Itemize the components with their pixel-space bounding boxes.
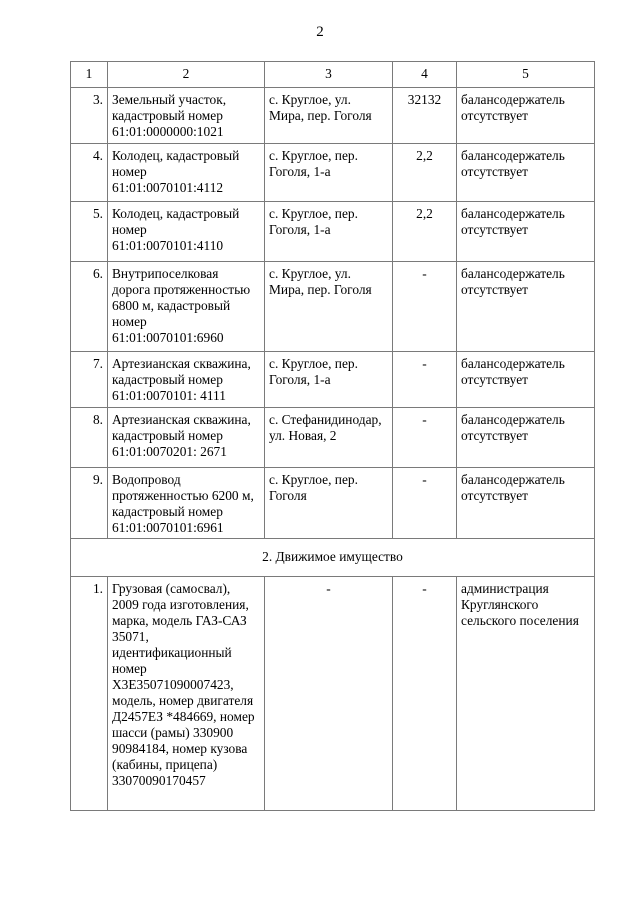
property-name: Земельный участок, кадастровый номер 61:01:0000000:1021 <box>108 88 265 144</box>
table-row <box>71 144 595 202</box>
section-title: 2. Движимое имущество <box>71 539 595 577</box>
table-row <box>71 577 595 811</box>
column-number: 2 <box>108 62 265 88</box>
column-number: 1 <box>71 62 108 88</box>
table-row <box>71 468 595 539</box>
property-holder: балансодержатель отсутствует <box>457 352 595 408</box>
section-heading-row <box>71 539 595 577</box>
row-number: 4. <box>71 144 108 202</box>
property-holder: администрация Круглянского сельского поселения <box>457 577 595 811</box>
row-number: 8. <box>71 408 108 468</box>
property-holder: балансодержатель отсутствует <box>457 88 595 144</box>
property-name: Колодец, кадастровый номер 61:01:0070101:4112 <box>108 144 265 202</box>
property-value: - <box>393 577 457 811</box>
property-value: 32132 <box>393 88 457 144</box>
property-address: с. Круглое, пер. Гоголя, 1-а <box>265 144 393 202</box>
property-address: с. Круглое, пер. Гоголя, 1-а <box>265 202 393 262</box>
page-number: 2 <box>316 24 324 40</box>
table-row <box>71 352 595 408</box>
property-address: с. Круглое, пер. Гоголя <box>265 468 393 539</box>
row-number: 3. <box>71 88 108 144</box>
property-holder: балансодержатель отсутствует <box>457 144 595 202</box>
property-value: - <box>393 468 457 539</box>
property-name: Внутрипоселковая дорога протяженностью 6800 м, кадастровый номер 61:01:0070101:6960 <box>108 262 265 352</box>
table-row <box>71 202 595 262</box>
column-numbers-row <box>71 62 595 88</box>
property-value: - <box>393 352 457 408</box>
property-holder: балансодержатель отсутствует <box>457 202 595 262</box>
table-row <box>71 408 595 468</box>
property-address: с. Стефанидинодар, ул. Новая, 2 <box>265 408 393 468</box>
column-number: 5 <box>457 62 595 88</box>
property-value: 2,2 <box>393 202 457 262</box>
row-number: 5. <box>71 202 108 262</box>
column-number: 4 <box>393 62 457 88</box>
property-address: - <box>265 577 393 811</box>
property-holder: балансодержатель отсутствует <box>457 408 595 468</box>
property-address: с. Круглое, ул. Мира, пер. Гоголя <box>265 262 393 352</box>
property-registry-table <box>70 61 595 811</box>
row-number: 7. <box>71 352 108 408</box>
property-name: Артезианская скважина, кадастровый номер 61:01:0070101: 4111 <box>108 352 265 408</box>
property-name: Колодец, кадастровый номер 61:01:0070101:4110 <box>108 202 265 262</box>
row-number: 9. <box>71 468 108 539</box>
property-address: с. Круглое, ул. Мира, пер. Гоголя <box>265 88 393 144</box>
property-name: Артезианская скважина, кадастровый номер 61:01:0070201: 2671 <box>108 408 265 468</box>
property-name: Водопровод протяженностью 6200 м, кадастровый номер 61:01:0070101:6961 <box>108 468 265 539</box>
property-name: Грузовая (самосвал), 2009 года изготовления, марка, модель ГАЗ-САЗ 35071, идентификационный номер X3E35071090007423, модель, номер двигателя Д2457ЕЗ *484669, номер шасси (рамы) 330900 90984184, номер кузова (кабины, прицепа) 33070090170457 <box>108 577 265 811</box>
column-number: 3 <box>265 62 393 88</box>
table-row <box>71 88 595 144</box>
row-number: 1. <box>71 577 108 811</box>
property-value: 2,2 <box>393 144 457 202</box>
table-row <box>71 262 595 352</box>
property-holder: балансодержатель отсутствует <box>457 468 595 539</box>
row-number: 6. <box>71 262 108 352</box>
property-value: - <box>393 262 457 352</box>
property-value: - <box>393 408 457 468</box>
property-holder: балансодержатель отсутствует <box>457 262 595 352</box>
property-address: с. Круглое, пер. Гоголя, 1-а <box>265 352 393 408</box>
